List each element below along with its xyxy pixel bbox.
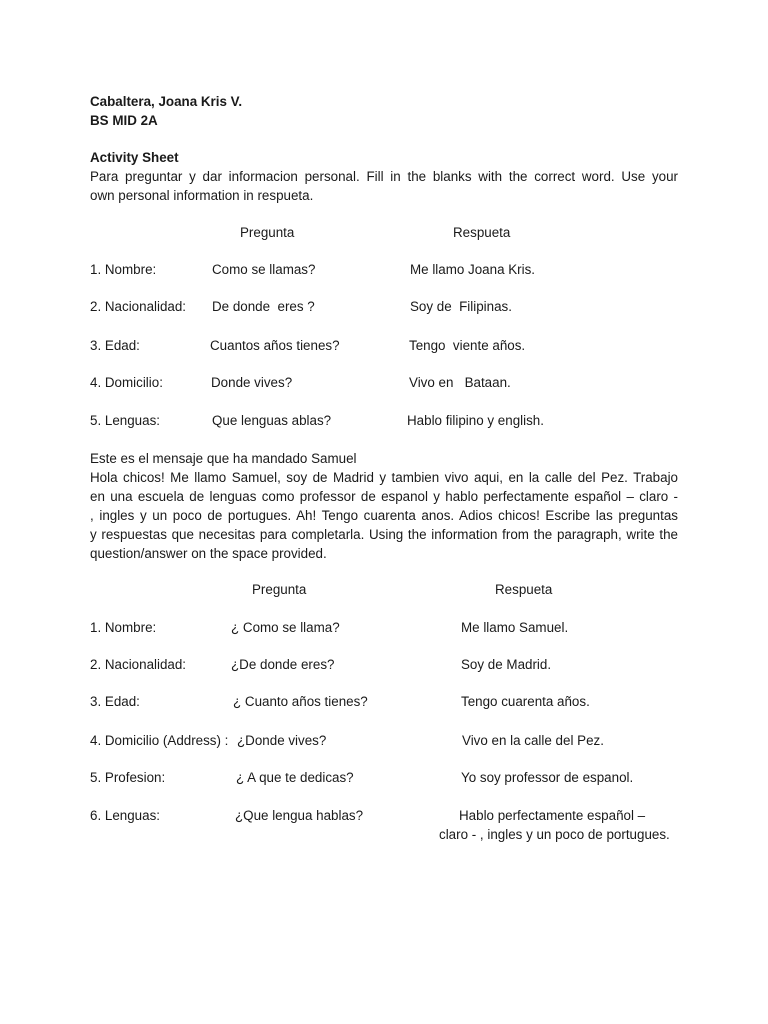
table2-row-question: ¿De donde eres? [231,657,335,672]
table1-row-answer: Hablo filipino y english. [407,413,544,428]
table2-row-question: ¿Donde vives? [237,733,327,748]
table2-row-label: 2. Nacionalidad: [90,657,187,672]
table2-row-label: 6. Lenguas: [90,808,160,823]
message-line: , ingles y un poco de portugues. Ah! Tengo cuarenta anos. Adios chicos! Escribe las preguntas [90,508,678,523]
table2-row-label: 5. Profesion: [90,770,166,785]
table1-row-question: Donde vives? [211,375,293,390]
table1-row-label: 5. Lenguas: [90,413,160,428]
table2-row-question: ¿ Cuanto años tienes? [233,694,368,709]
table1-row-answer: Soy de Filipinas. [410,299,512,314]
instruction-line: Para preguntar y dar informacion personal. Fill in the blanks with the correct word. Use your [90,169,678,184]
table1-row-answer: Tengo viente años. [409,338,526,353]
table2-row-answer: Yo soy professor de espanol. [461,770,634,785]
activity-title: Activity Sheet [90,150,179,165]
message-intro: Este es el mensaje que ha mandado Samuel [90,451,357,466]
table1-row-question: Que lenguas ablas? [212,413,332,428]
table2-row-answer: Me llamo Samuel. [461,620,569,635]
table1-row-label: 2. Nacionalidad: [90,299,187,314]
instruction-line: own personal information in respueta. [90,188,314,203]
table2-row-question: ¿Que lengua hablas? [235,808,364,823]
activity-instructions [90,167,678,205]
table1-row-label: 3. Edad: [90,338,140,353]
table1-row-question: Cuantos años tienes? [210,338,340,353]
table1-row-label: 1. Nombre: [90,262,157,277]
table1-row-answer: Vivo en Bataan. [409,375,511,390]
message-line: en una escuela de lenguas como professor de espanol y hablo perfectamente español – claro - [90,489,678,504]
table2-row-label: 3. Edad: [90,694,140,709]
table2-header-pregunta: Pregunta [252,582,307,597]
message-line: y respuestas que necesitas para completarla. Using the information from the paragraph, write the [90,527,678,542]
table2-row-answer: Vivo en la calle del Pez. [462,733,604,748]
message-body [90,468,678,563]
table2-row-answer-continued: claro - , ingles y un poco de portugues. [439,827,670,842]
table1-row-question: De donde eres ? [212,299,315,314]
table2-row-answer: Soy de Madrid. [461,657,552,672]
student-section: BS MID 2A [90,113,158,128]
table1-row-answer: Me llamo Joana Kris. [410,262,536,277]
message-line: question/answer on the space provided. [90,546,327,561]
table1-row-question: Como se llamas? [212,262,316,277]
table2-row-answer: Tengo cuarenta años. [461,694,590,709]
table1-row-label: 4. Domicilio: [90,375,163,390]
table2-row-label: 4. Domicilio (Address) : [90,733,229,748]
message-line: Hola chicos! Me llamo Samuel, soy de Madrid y tambien vivo aqui, en la calle del Pez. Trabajo [90,470,678,485]
table2-header-respueta: Respueta [495,582,553,597]
table1-header-respueta: Respueta [453,225,511,240]
table2-row-question: ¿ A que te dedicas? [236,770,354,785]
table2-row-label: 1. Nombre: [90,620,157,635]
table1-header-pregunta: Pregunta [240,225,295,240]
table2-row-answer: Hablo perfectamente español – [459,808,646,823]
student-name: Cabaltera, Joana Kris V. [90,94,243,109]
table2-row-question: ¿ Como se llama? [231,620,340,635]
